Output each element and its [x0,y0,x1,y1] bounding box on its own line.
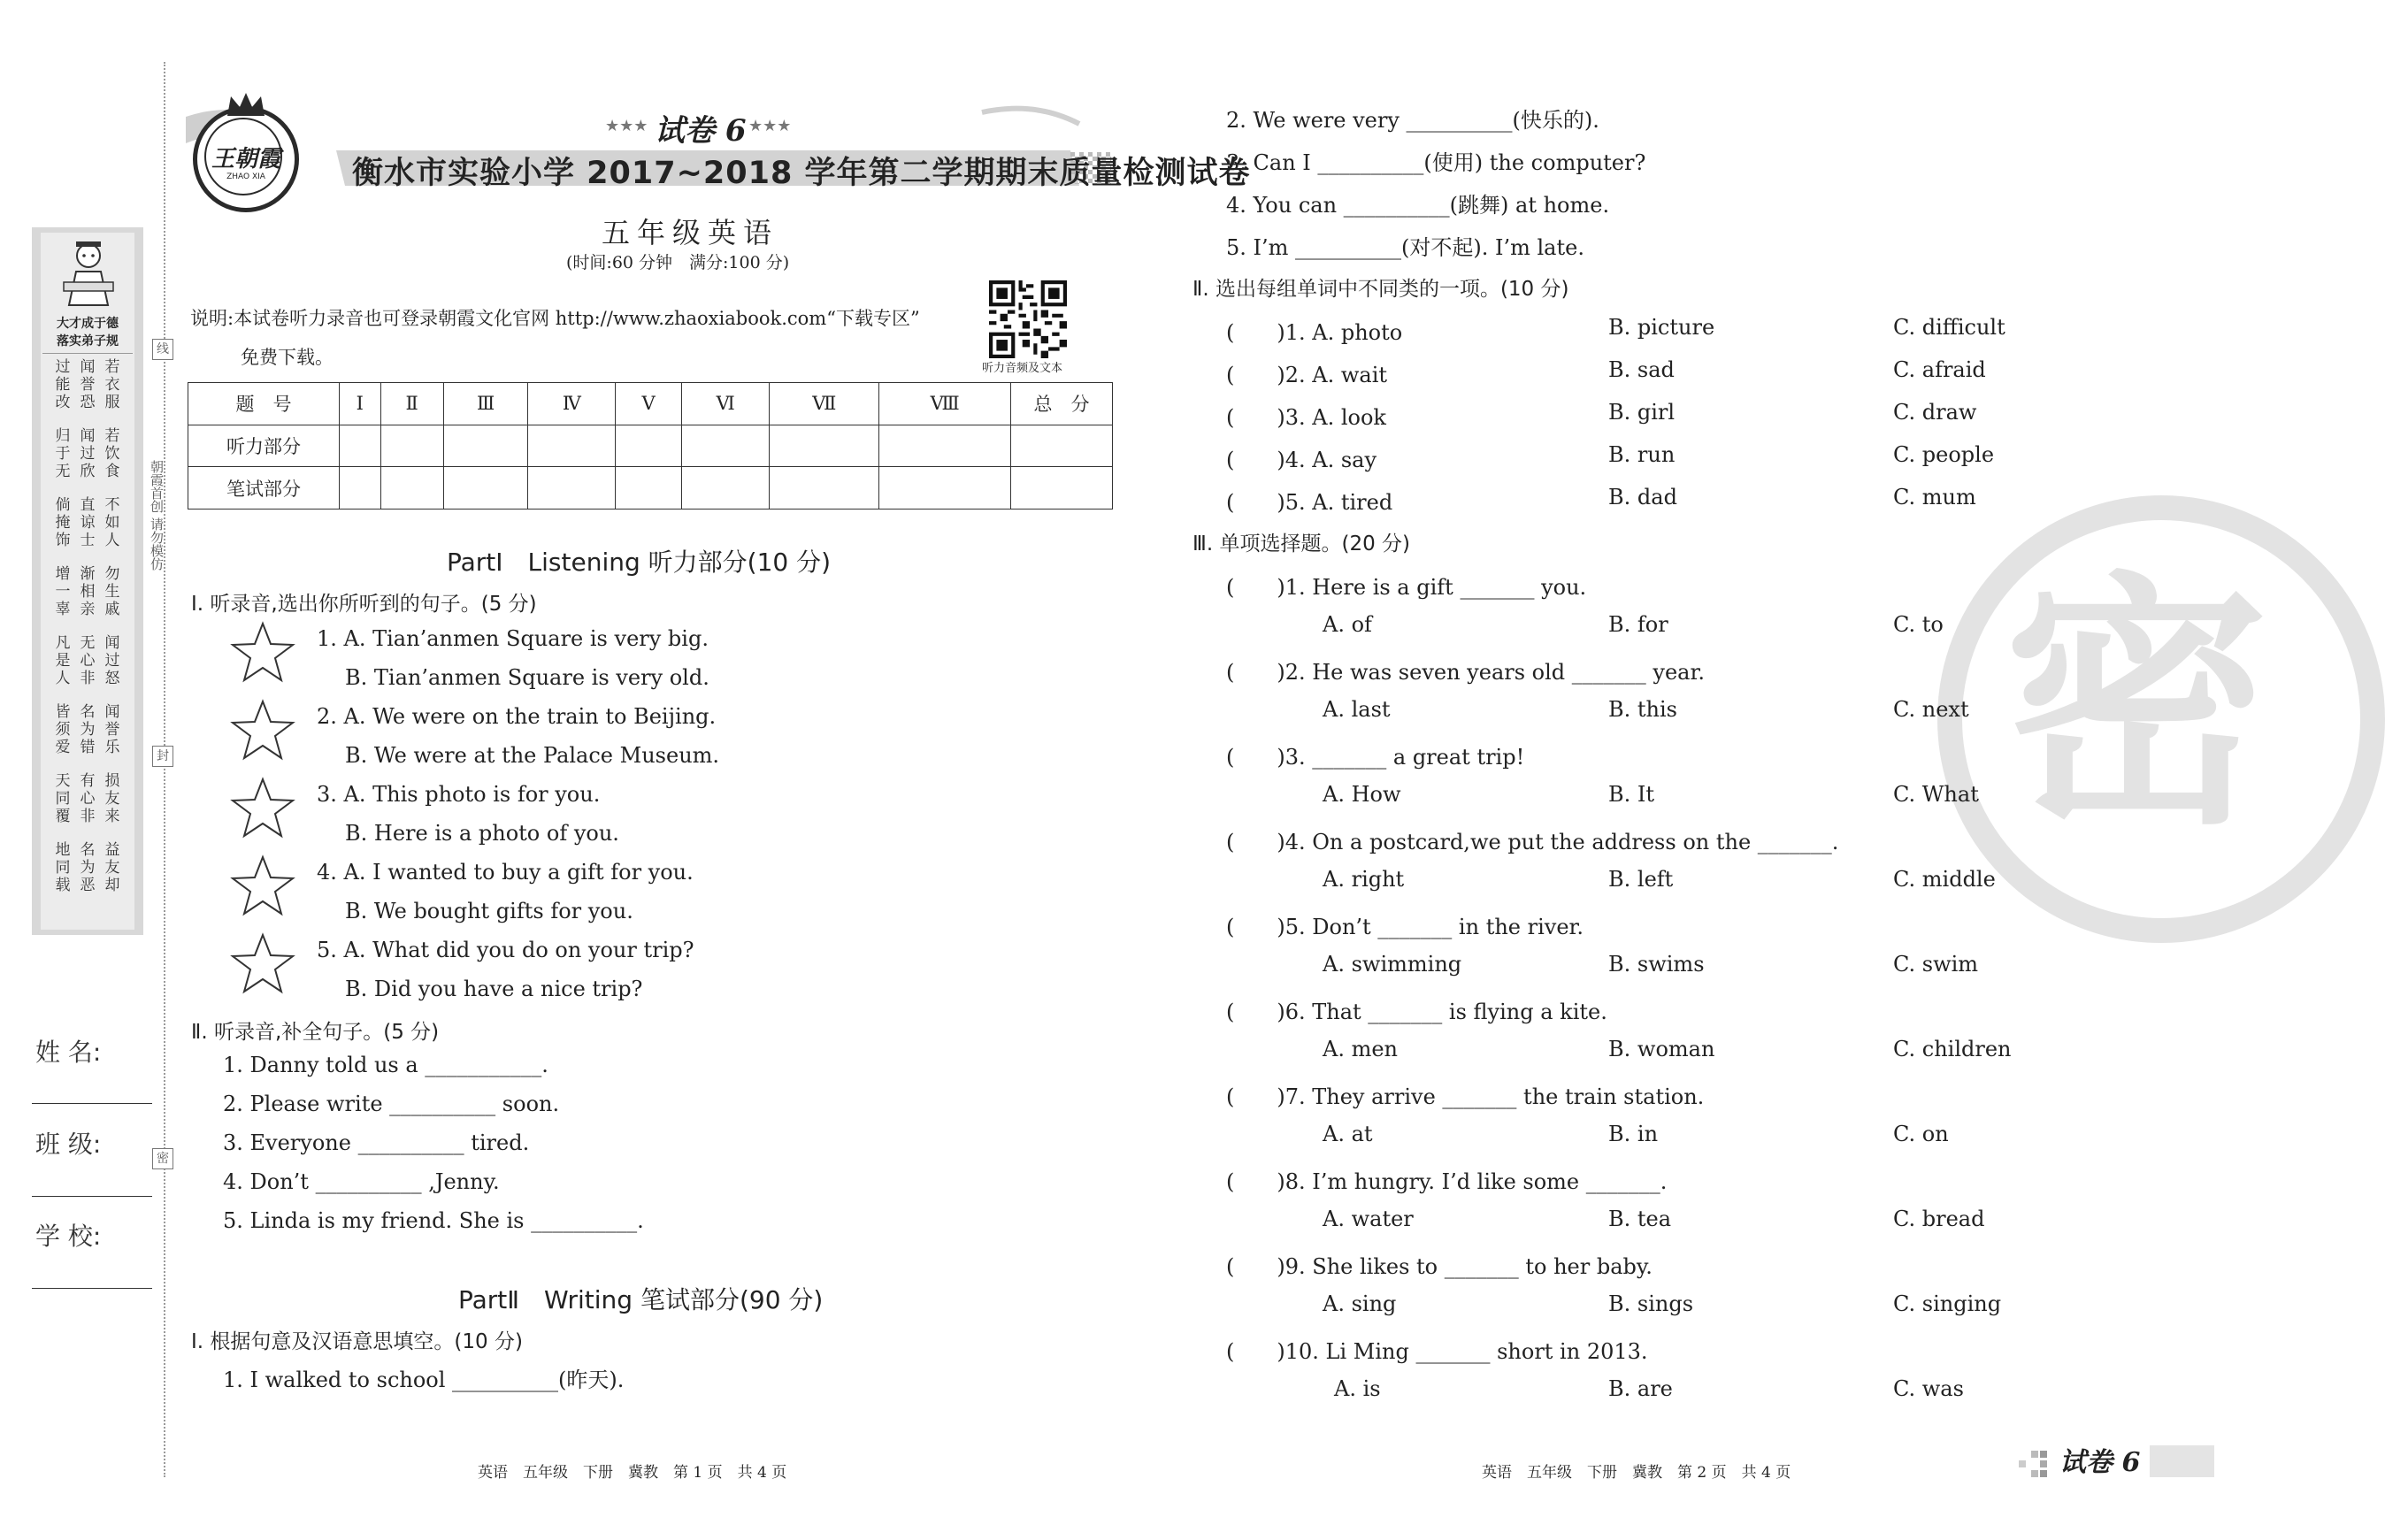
motto-head-1: 大才成于德 [57,317,119,331]
mc-option-a[interactable]: A. swimming [1323,952,1462,977]
school-label: 学 校: [35,1222,102,1251]
listen-item-5b: B. Did you have a nice trip? [345,977,643,1001]
motto-text: 若饮食 [104,427,120,480]
odd-one-out-option-b: B. girl [1608,400,1676,425]
footer-page-2: 英语 五年级 下册 冀教 第 2 页 共 4 页 [1482,1464,1791,1482]
odd-one-out-question[interactable]: ( )3. A. look [1226,405,1386,430]
listen-item-3b: B. Here is a photo of you. [345,821,619,846]
score-header-cell: Ⅴ [616,383,682,425]
listen-item-5a: 5. A. What did you do on your trip? [317,938,694,962]
score-header-row [188,383,1113,425]
subject-title: 五年级英语 [602,216,779,249]
motto-text: 皆须爱 [55,703,71,756]
school-field[interactable] [32,1288,152,1289]
score-row-listening [188,425,1113,467]
mc-option-b[interactable]: B. tea [1608,1207,1672,1231]
cn-fill-item-2: 2. We were very __________(快乐的). [1226,108,1599,133]
motto-text: 倘掩饰 [55,496,71,549]
mc-option-a[interactable]: A. men [1323,1037,1399,1061]
score-header-cell: Ⅰ [340,383,381,425]
motto-text: 损友来 [104,772,120,825]
odd-one-out-option-b: B. dad [1608,485,1677,510]
mc-option-b[interactable]: B. woman [1608,1037,1715,1061]
brand-sub: ZHAO XIA [226,172,265,181]
class-label: 班 级: [35,1130,102,1159]
listen-item-1a: 1. A. Tian’anmen Square is very big. [317,626,709,651]
mc-option-a[interactable]: A. How [1323,782,1401,807]
mc-option-b[interactable]: B. in [1608,1122,1659,1146]
mc-question[interactable]: ( )8. I’m hungry. I’d like some _______. [1226,1169,1668,1194]
motto-text: 地同载 [55,841,71,894]
cn-fill-item-5: 5. I’m __________(对不起). I’m late. [1226,235,1584,260]
mc-option-c[interactable]: C. What [1893,782,1979,807]
listen-item-2b: B. We were at the Palace Museum. [345,743,720,768]
mc-option-b[interactable]: B. sings [1608,1291,1694,1316]
score-header-cell: Ⅳ [528,383,616,425]
score-header-cell: 题 号 [188,383,340,425]
stars-right: ★★★ [748,117,792,135]
part1-sec1-title: Ⅰ. 听录音,选出你所听到的句子。(5 分) [191,593,537,616]
score-table [188,382,1113,510]
star-icon [230,621,295,683]
binding-dotted-line [164,62,165,1477]
motto-text: 凡是人 [55,634,71,687]
motto-text: 闻誉乐 [104,703,120,756]
odd-one-out-option-c: C. mum [1893,485,1976,510]
motto-text: 归于无 [55,427,71,480]
mc-option-c[interactable]: C. on [1893,1122,1949,1146]
binding-mark-seal: 封 [152,746,173,767]
motto-text: 过能改 [55,358,71,411]
mc-option-c[interactable]: C. next [1893,697,1969,722]
odd-one-out-option-b: B. run [1608,442,1676,467]
motto-text: 无心非 [80,634,96,687]
part2-title: PartⅡ Writing 笔试部分(90 分) [458,1285,824,1314]
mc-option-b[interactable]: B. for [1608,612,1668,637]
motto-text: 直谅士 [80,496,96,549]
score-row-label: 听力部分 [188,425,340,467]
odd-one-out-option-c: C. afraid [1893,357,1986,382]
score-row-writing [188,467,1113,510]
score-header-cell: Ⅲ [443,383,528,425]
fill-item-2: 2. Please write __________ soon. [223,1092,560,1116]
listen-item-4a: 4. A. I wanted to buy a gift for you. [317,860,694,885]
star-icon [230,854,295,916]
motto-text: 渐相亲 [80,565,96,618]
score-header-cell: Ⅶ [770,383,879,425]
stars-left: ★★★ [605,117,648,135]
score-header-cell: 总 分 [1011,383,1113,425]
cn-fill-item-3: 3. Can I __________(使用) the computer? [1226,150,1646,175]
motto-text: 有心非 [80,772,96,825]
part1-sec2-title: Ⅱ. 听录音,补全句子。(5 分) [191,1021,440,1044]
tag-bar [2150,1445,2214,1477]
fill-item-3: 3. Everyone __________ tired. [223,1130,530,1155]
motto-text: 不如人 [104,496,120,549]
listen-item-4b: B. We bought gifts for you. [345,899,633,923]
time-info: (时间:60 分钟 满分:100 分) [566,253,790,272]
odd-one-out-question[interactable]: ( )1. A. photo [1226,320,1403,345]
motto-text: 闻过欣 [80,427,96,480]
mc-option-a[interactable]: A. water [1323,1207,1414,1231]
odd-one-out-question[interactable]: ( )5. A. tired [1226,490,1393,515]
part2-sec2-title: Ⅱ. 选出每组单词中不同类的一项。(10 分) [1192,278,1569,301]
mc-option-a[interactable]: A. is [1334,1376,1381,1401]
class-field[interactable] [32,1196,152,1197]
mc-option-c[interactable]: C. middle [1893,867,1996,892]
crown-icon [224,91,268,118]
star-icon [230,777,295,839]
fill-item-4: 4. Don’t __________ ,Jenny. [223,1169,500,1194]
mc-question[interactable]: ( )5. Don’t _______ in the river. [1226,915,1584,939]
mc-option-b[interactable]: B. are [1608,1376,1673,1401]
mc-option-a[interactable]: A. right [1323,867,1405,892]
part1-title: PartⅠ Listening 听力部分(10 分) [447,548,832,577]
mc-option-b[interactable]: B. It [1608,782,1655,807]
listen-item-3a: 3. A. This photo is for you. [317,782,601,807]
part2-sec3-title: Ⅲ. 单项选择题。(20 分) [1192,532,1411,555]
score-row-label: 笔试部分 [188,467,340,510]
binding-mark-secret: 密 [152,1148,173,1169]
motto-columns [41,358,134,924]
mc-option-b[interactable]: B. this [1608,697,1677,722]
score-header-cell: Ⅷ [879,383,1011,425]
qr-caption: 听力音频及文本 [982,362,1063,375]
scholar-figure-icon [58,236,119,307]
name-label: 姓 名: [35,1038,102,1067]
motto-text: 名为错 [80,703,96,756]
mc-question[interactable]: ( )10. Li Ming _______ short in 2013. [1226,1339,1648,1364]
mc-question[interactable]: ( )4. On a postcard,we put the address on the _______. [1226,830,1839,854]
mc-option-b[interactable]: B. left [1608,867,1674,892]
mc-option-c[interactable]: C. swim [1893,952,1979,977]
qr-code-icon[interactable] [989,280,1067,358]
odd-one-out-question[interactable]: ( )4. A. say [1226,448,1377,472]
odd-one-out-option-b: B. picture [1608,315,1715,340]
note-line-1: 说明:本试卷听力录音也可登录朝霞文化官网 http://www.zhaoxiabook.com“下载专区” [190,308,920,329]
mc-option-c[interactable]: C. was [1893,1376,1964,1401]
odd-one-out-question[interactable]: ( )2. A. wait [1226,363,1388,387]
fill-item-1: 1. Danny told us a ___________. [223,1053,548,1077]
odd-one-out-option-c: C. draw [1893,400,1977,425]
mc-question[interactable]: ( )2. He was seven years old _______ year. [1226,660,1705,685]
star-icon [230,932,295,994]
mc-option-c[interactable]: C. singing [1893,1291,2002,1316]
odd-one-out-option-c: C. difficult [1893,315,2005,340]
odd-one-out-option-b: B. sad [1608,357,1675,382]
mc-question[interactable]: ( )1. Here is a gift _______ you. [1226,575,1587,600]
motto-text: 名为恶 [80,841,96,894]
mc-option-a[interactable]: A. sing [1323,1291,1397,1316]
mc-option-b[interactable]: B. swims [1608,952,1705,977]
vertical-copyright-note: 朝霞首创 请勿模仿 [149,460,165,571]
part2-sec1-title: Ⅰ. 根据句意及汉语意思填空。(10 分) [191,1330,523,1353]
listen-item-2a: 2. A. We were on the train to Beijing. [317,704,717,729]
fill-item-5: 5. Linda is my friend. She is __________. [223,1208,644,1233]
footer-page-1: 英语 五年级 下册 冀教 第 1 页 共 4 页 [478,1464,787,1482]
watermark-seal [1937,495,2385,943]
motto-head-2: 落实弟子规 [57,334,119,349]
exam-tag: 试卷 6 [2059,1447,2141,1478]
mc-question[interactable]: ( )3. _______ a great trip! [1226,745,1525,770]
motto-text: 益友却 [104,841,120,894]
cn-fill-item-1: 1. I walked to school __________(昨天). [223,1368,625,1392]
tag-pattern-icon [2019,1451,2049,1477]
motto-text: 若衣服 [104,358,120,411]
motto-text: 闻过怒 [104,634,120,687]
mc-option-c[interactable]: C. to [1893,612,1944,637]
exam-number: 试卷 6 [655,113,747,149]
mc-option-c[interactable]: C. children [1893,1037,2012,1061]
motto-text: 勿生戚 [104,565,120,618]
brand-name: 王朝霞 [211,146,280,172]
odd-one-out-option-c: C. people [1893,442,1995,467]
exam-title: 衡水市实验小学 2017~2018 学年第二学期期末质量检测试卷 [352,156,1251,191]
score-header-cell: Ⅵ [682,383,770,425]
mc-question[interactable]: ( )9. She likes to _______ to her baby. [1226,1254,1653,1279]
mc-question[interactable]: ( )7. They arrive _______ the train station. [1226,1084,1705,1109]
star-icon [230,699,295,761]
cn-fill-item-4: 4. You can __________(跳舞) at home. [1226,193,1610,218]
mc-option-a[interactable]: A. last [1323,697,1391,722]
score-header-cell: Ⅱ [380,383,443,425]
motto-text: 天同覆 [55,772,71,825]
note-line-2: 免费下载。 [241,347,334,368]
motto-text: 增一辜 [55,565,71,618]
mc-option-a[interactable]: A. at [1323,1122,1373,1146]
binding-mark-line: 线 [152,339,173,360]
watermark-char: 密 [2004,551,2269,860]
motto-text: 闻誉恐 [80,358,96,411]
mc-option-c[interactable]: C. bread [1893,1207,1985,1231]
mc-question[interactable]: ( )6. That _______ is flying a kite. [1226,1000,1607,1024]
mc-option-a[interactable]: A. of [1323,612,1372,637]
brand-seal [193,106,299,212]
listen-item-1b: B. Tian’anmen Square is very old. [345,665,709,690]
motto-panel [32,227,143,935]
name-field[interactable] [32,1103,152,1104]
